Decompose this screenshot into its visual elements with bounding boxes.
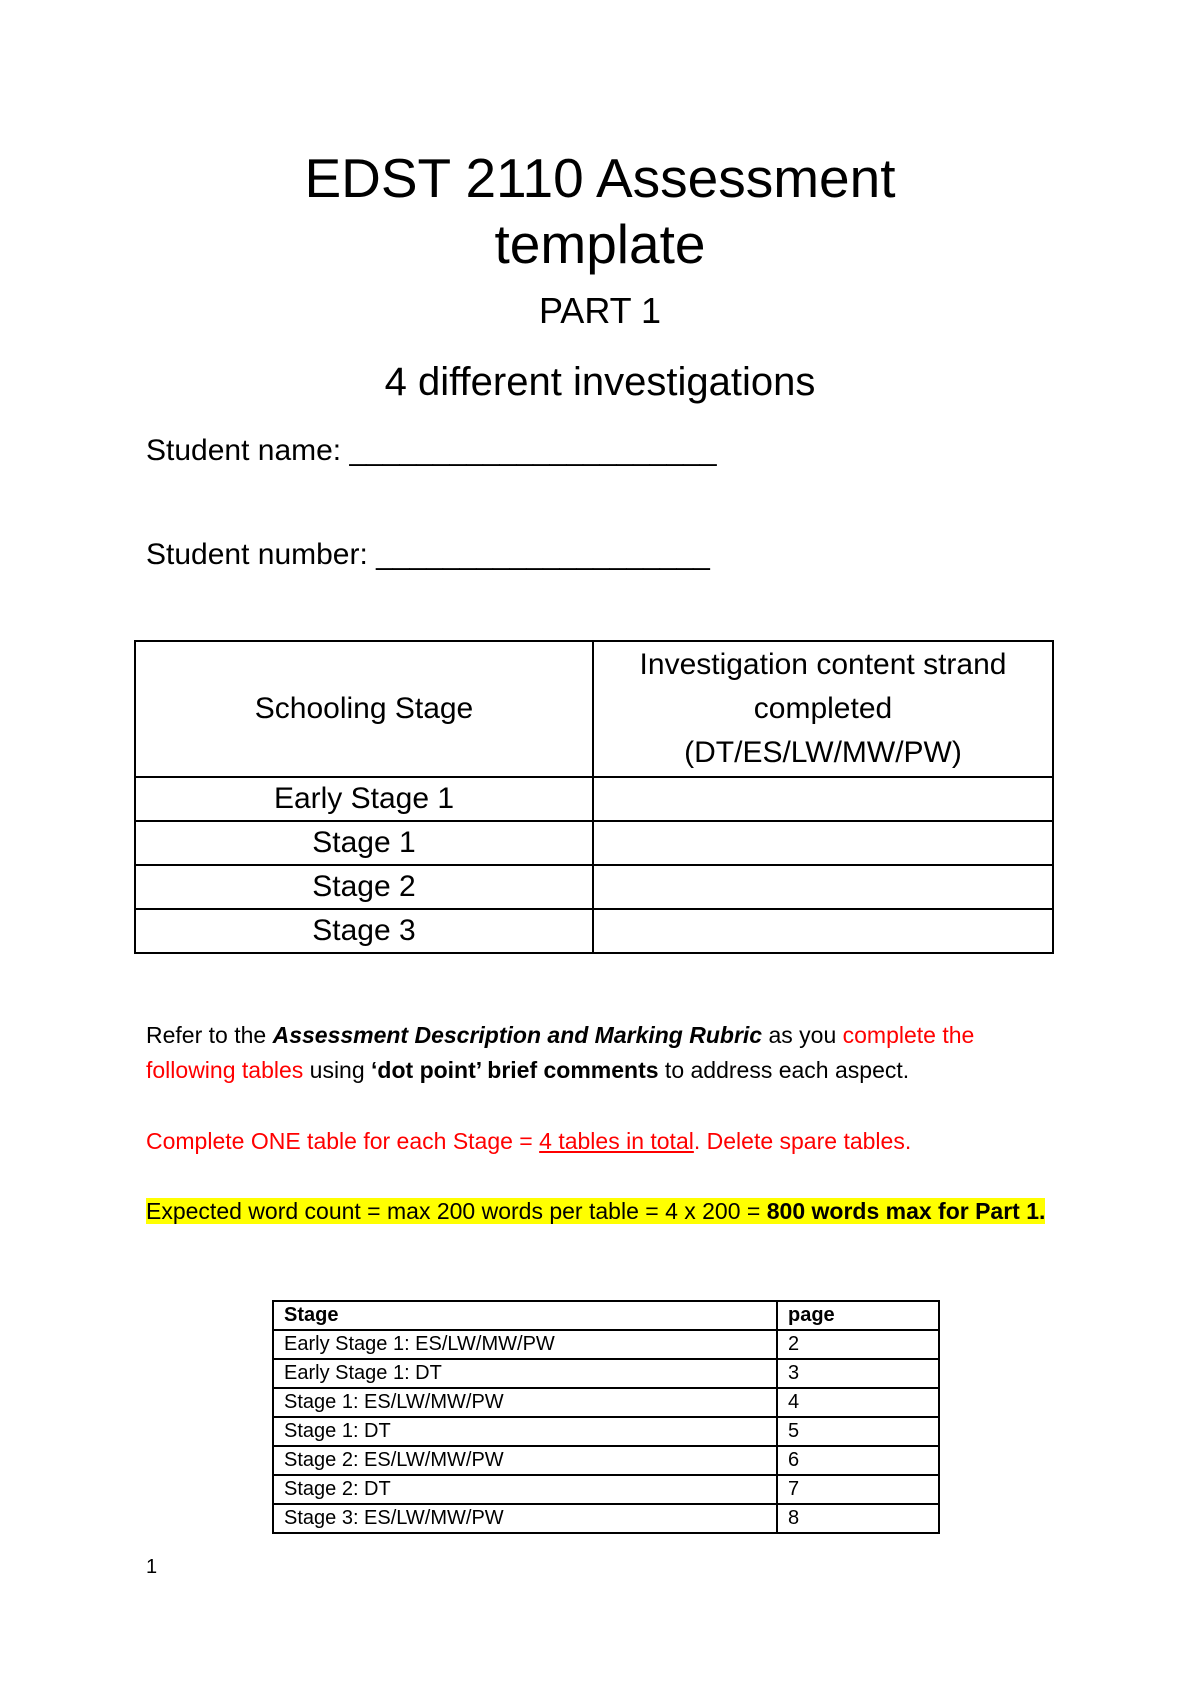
table-row — [273, 1504, 939, 1533]
page-number: 1 — [146, 1556, 158, 1578]
table-row — [135, 909, 1053, 953]
stage-cell: Stage 2 — [135, 865, 593, 909]
table-row — [273, 1475, 939, 1504]
stage-cell: Stage 2: DT — [273, 1475, 777, 1504]
strand-cell[interactable] — [593, 821, 1053, 865]
stage-cell: Stage 3 — [135, 909, 593, 953]
instruction-paragraph-word-count — [146, 1194, 1056, 1229]
page-index-table — [272, 1300, 940, 1534]
stage-cell: Stage 1 — [135, 821, 593, 865]
stage-cell: Stage 1: ES/LW/MW/PW — [273, 1388, 777, 1417]
instruction-bold: ‘dot point’ brief comments — [371, 1057, 659, 1083]
header-strand-line-3: (DT/ES/LW/MW/PW) — [684, 736, 962, 769]
page-cell: 2 — [777, 1330, 939, 1359]
rubric-reference: Assessment Description and Marking Rubric — [272, 1022, 763, 1048]
table-row — [273, 1417, 939, 1446]
stage-cell: Early Stage 1: ES/LW/MW/PW — [273, 1330, 777, 1359]
word-count-max: 800 words max for Part 1. — [766, 1198, 1046, 1224]
subtitle: 4 different investigations — [384, 360, 816, 404]
page-cell: 7 — [777, 1475, 939, 1504]
instruction-text: . Delete spare tables. — [693, 1128, 912, 1154]
header-strand-line-1: Investigation content strand — [639, 648, 1007, 681]
strand-cell[interactable] — [593, 777, 1053, 821]
table-header-row — [273, 1301, 939, 1330]
table-row — [135, 777, 1053, 821]
instruction-underlined: 4 tables in total — [539, 1128, 694, 1154]
instruction-text: to address each aspect. — [658, 1057, 910, 1083]
header-schooling-stage: Schooling Stage — [135, 641, 593, 777]
page-cell: 5 — [777, 1417, 939, 1446]
stage-cell: Stage 2: ES/LW/MW/PW — [273, 1446, 777, 1475]
table-row — [135, 865, 1053, 909]
table-row — [273, 1446, 939, 1475]
strand-cell[interactable] — [593, 909, 1053, 953]
page-cell: 6 — [777, 1446, 939, 1475]
page-cell: 3 — [777, 1359, 939, 1388]
strand-cell[interactable] — [593, 865, 1053, 909]
table-row — [273, 1359, 939, 1388]
student-number-field: Student number: ____________________ — [146, 538, 710, 571]
page-cell: 8 — [777, 1504, 939, 1533]
header-investigation-strand — [593, 641, 1053, 777]
table-row — [273, 1330, 939, 1359]
header-stage: Stage — [273, 1301, 777, 1330]
instruction-emphasis: complete the following tables — [146, 1022, 975, 1083]
document-title-line-1: EDST 2110 Assessment — [304, 147, 896, 209]
page-cell: 4 — [777, 1388, 939, 1417]
instruction-text: as you — [762, 1022, 843, 1048]
header-page: page — [777, 1301, 939, 1330]
table-row — [273, 1388, 939, 1417]
instruction-paragraph-tables — [146, 1124, 1056, 1159]
instruction-text: using — [303, 1057, 372, 1083]
student-name-field: Student name: ______________________ — [146, 434, 717, 467]
stage-cell: Early Stage 1: DT — [273, 1359, 777, 1388]
schooling-stage-table — [134, 640, 1054, 954]
instruction-text: Complete ONE table for each Stage = — [146, 1128, 540, 1154]
part-heading: PART 1 — [538, 290, 662, 331]
instruction-text: Refer to the — [146, 1022, 273, 1048]
document-title-line-2: template — [494, 213, 706, 275]
word-count-text: Expected word count = max 200 words per table = 4 x 200 = — [146, 1198, 767, 1224]
stage-cell: Early Stage 1 — [135, 777, 593, 821]
table-row — [135, 821, 1053, 865]
stage-cell: Stage 1: DT — [273, 1417, 777, 1446]
instruction-paragraph-refer — [146, 1018, 1056, 1088]
header-strand-line-2: completed — [753, 692, 893, 725]
table-header-row — [135, 641, 1053, 777]
stage-cell: Stage 3: ES/LW/MW/PW — [273, 1504, 777, 1533]
